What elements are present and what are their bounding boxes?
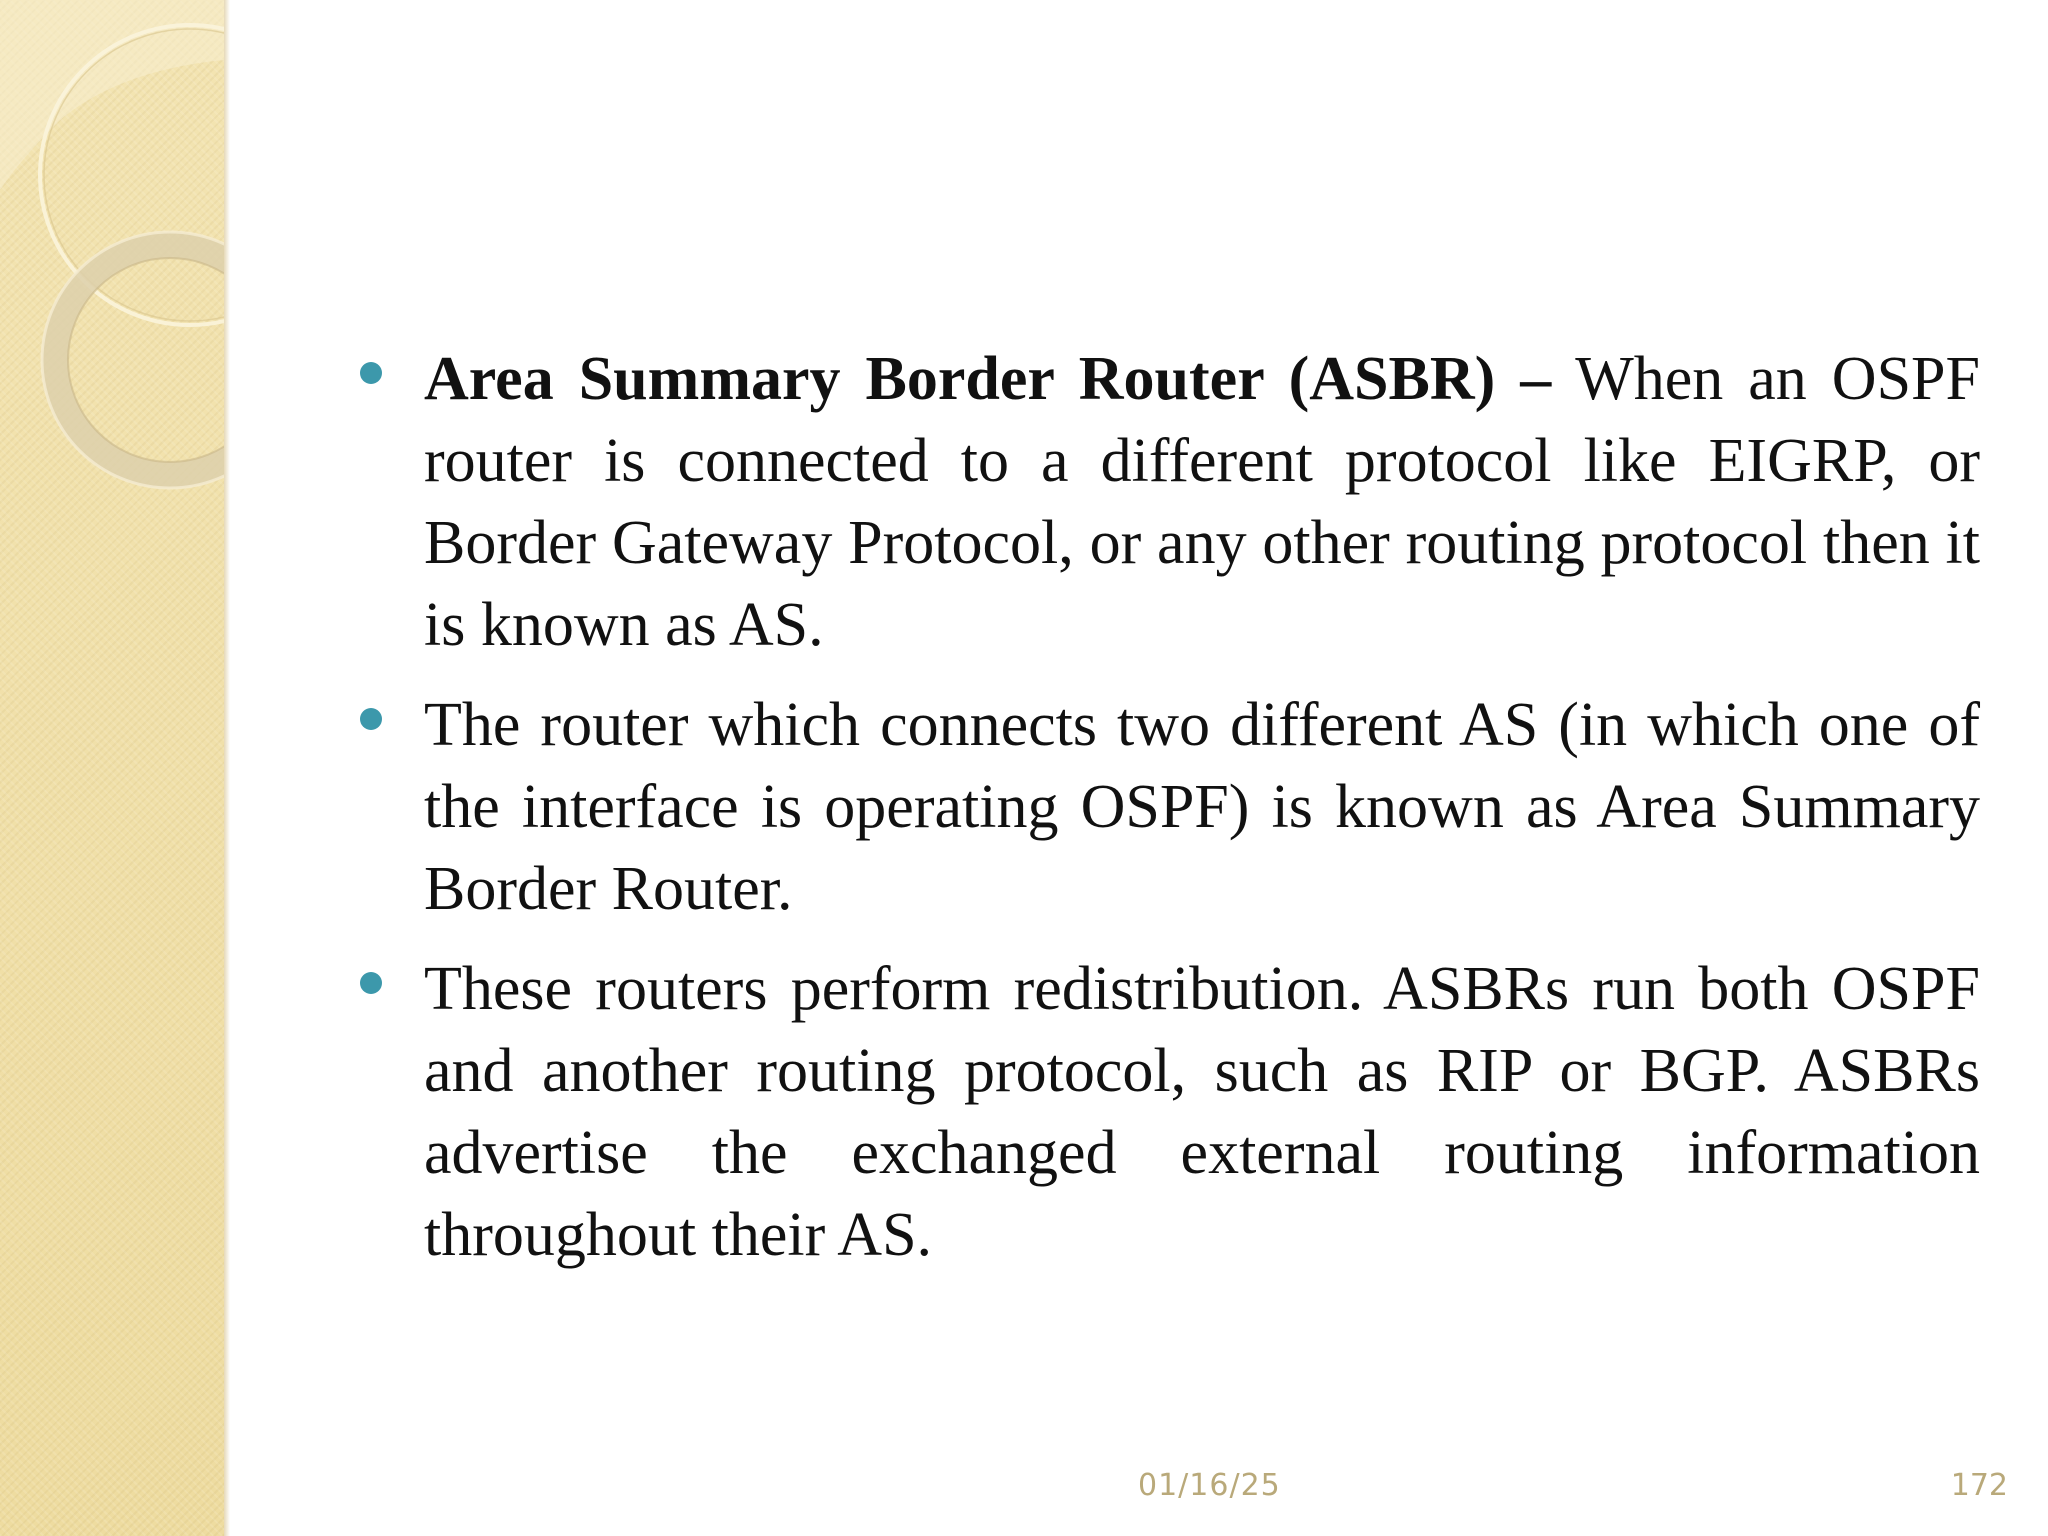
bullet-item — [356, 948, 1980, 1276]
side-panel-edge — [224, 0, 230, 1536]
decorative-side-panel — [0, 0, 224, 1536]
bullet-text: The router which connects two different AS (in which one of the interface is operating OSPF) is known as Area Summary Border Router. — [424, 691, 1980, 923]
bullet-dot-icon — [360, 362, 382, 384]
bullet-text: These routers perform redistribution. ASBRs run both OSPF and another routing protocol, such as RIP or BGP. ASBRs advertise the exchanged external routing information throughout their AS. — [424, 955, 1980, 1269]
bullet-item — [356, 684, 1980, 930]
footer-page-number: 172 — [1950, 1468, 2008, 1503]
bullet-text: When an OSPF router is connected to a different protocol like EIGRP, or Border Gateway Protocol, or any other routing protocol then it is known as AS. — [424, 345, 1981, 659]
decorative-rings-graphic — [0, 0, 224, 1536]
bullet-item — [356, 338, 1980, 666]
bullet-dot-icon — [360, 972, 382, 994]
bullet-dot-icon — [360, 708, 382, 730]
footer-date: 01/16/25 — [1138, 1468, 1281, 1503]
bullet-term: Area Summary Border Router (ASBR) – — [424, 345, 1552, 413]
slide-content — [356, 338, 1980, 1294]
